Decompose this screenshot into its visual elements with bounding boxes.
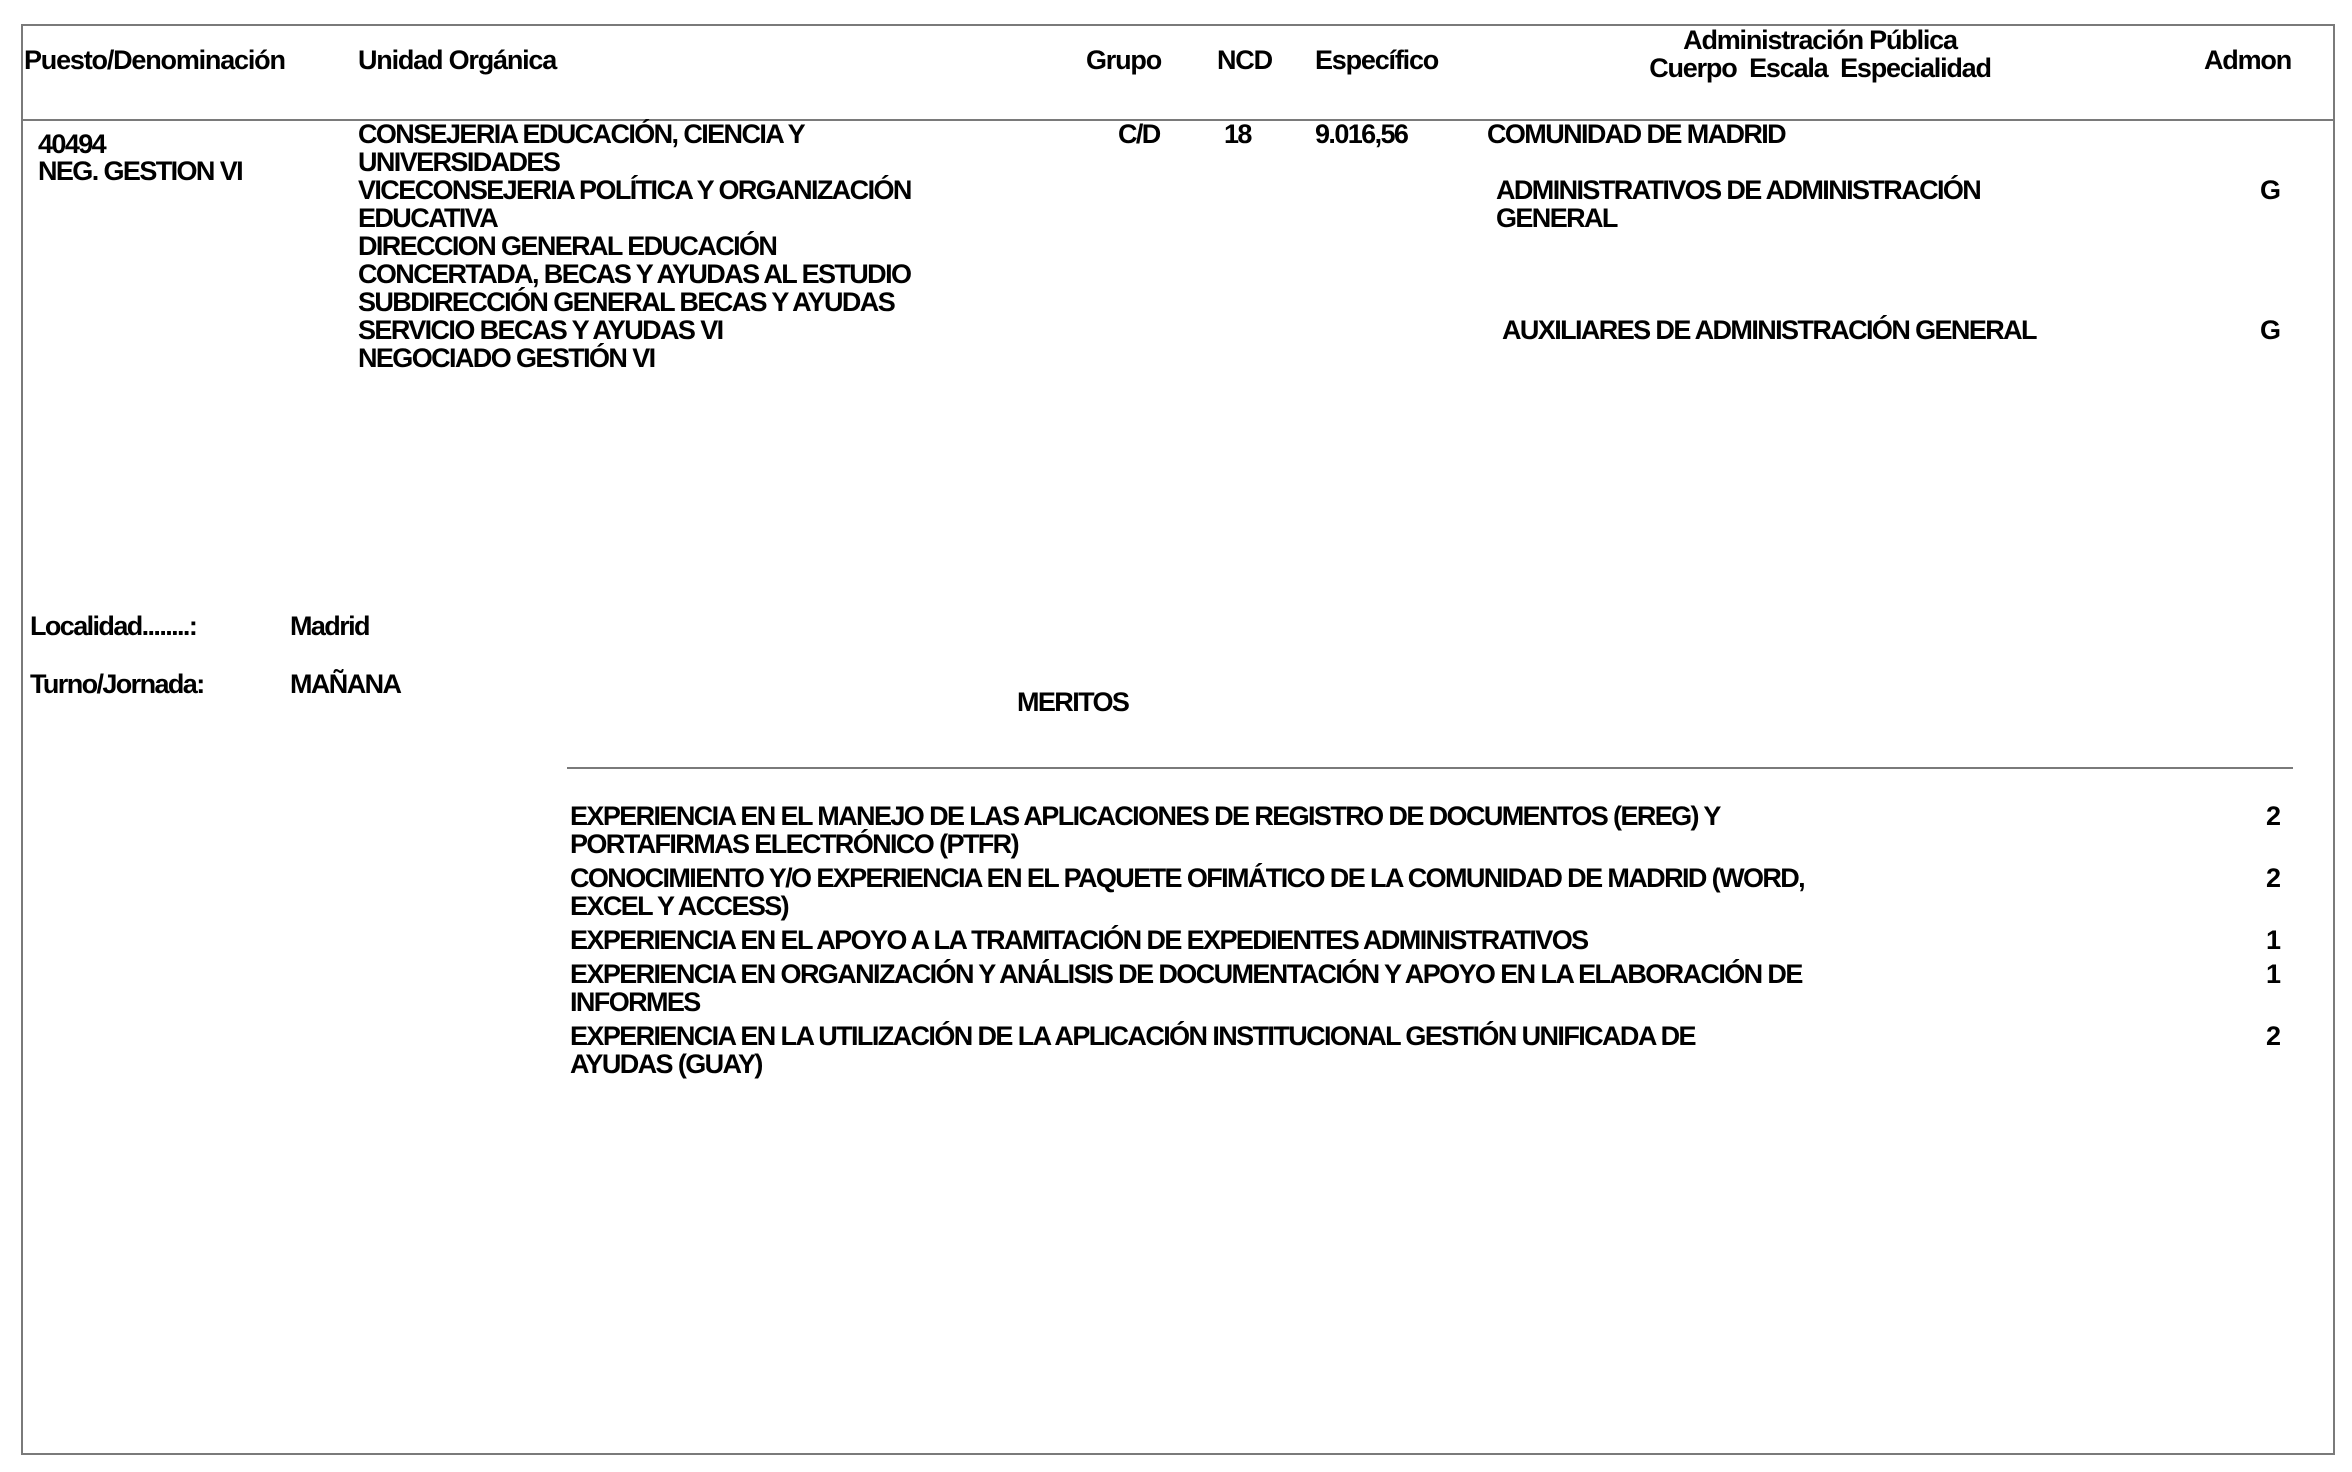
header-unidad: Unidad Orgánica xyxy=(358,45,557,75)
turno-value: MAÑANA xyxy=(290,669,401,699)
merito-item xyxy=(570,1022,1695,1078)
merito-item xyxy=(570,960,1802,1016)
meritos-title: MERITOS xyxy=(1017,687,1129,717)
cuerpo-line: ADMINISTRATIVOS DE ADMINISTRACIÓN xyxy=(1496,175,1981,205)
cuerpo-1 xyxy=(1496,176,1980,232)
turno-label: Turno/Jornada: xyxy=(30,669,204,699)
unidad-line: CONCERTADA, BECAS Y AYUDAS AL ESTUDIO xyxy=(358,259,911,289)
header-admin-line1: Administración Pública xyxy=(1683,25,1957,55)
merito-line: EXPERIENCIA EN EL MANEJO DE LAS APLICACIONES DE REGISTRO DE DOCUMENTOS (EREG) Y xyxy=(570,801,1720,831)
puesto-denominacion: NEG. GESTION VI xyxy=(38,156,243,186)
header-admon: Admon xyxy=(2204,45,2291,75)
unidad-line: SERVICIO BECAS Y AYUDAS VI xyxy=(358,315,723,345)
unidad-line: EDUCATIVA xyxy=(358,203,498,233)
localidad-value: Madrid xyxy=(290,611,369,641)
merito-line: EXPERIENCIA EN EL APOYO A LA TRAMITACIÓN DE EXPEDIENTES ADMINISTRATIVOS xyxy=(570,925,1588,955)
merito-line: EXPERIENCIA EN LA UTILIZACIÓN DE LA APLICACIÓN INSTITUCIONAL GESTIÓN UNIFICADA DE xyxy=(570,1021,1695,1051)
merito-line: INFORMES xyxy=(570,987,700,1017)
puesto-codigo: 40494 xyxy=(38,129,106,159)
merito-line: EXCEL Y ACCESS) xyxy=(570,891,789,921)
puesto-grupo: C/D xyxy=(1118,119,1160,149)
cuerpo-2-admon: G xyxy=(2260,315,2280,345)
unidad-line: CONSEJERIA EDUCACIÓN, CIENCIA Y xyxy=(358,119,804,149)
unidad-line: NEGOCIADO GESTIÓN VI xyxy=(358,343,655,373)
header-puesto: Puesto/Denominación xyxy=(24,45,285,75)
merito-line: AYUDAS (GUAY) xyxy=(570,1049,762,1079)
merito-points: 2 xyxy=(2266,863,2280,893)
merito-points: 1 xyxy=(2266,959,2280,989)
merito-item xyxy=(570,802,1720,858)
meritos-divider xyxy=(567,767,2293,769)
merito-line: CONOCIMIENTO Y/O EXPERIENCIA EN EL PAQUETE OFIMÁTICO DE LA COMUNIDAD DE MADRID (WORD, xyxy=(570,863,1805,893)
unidad-line: DIRECCION GENERAL EDUCACIÓN xyxy=(358,231,777,261)
header-ncd: NCD xyxy=(1217,45,1272,75)
localidad-label: Localidad........: xyxy=(30,611,197,641)
unidad-line: UNIVERSIDADES xyxy=(358,147,560,177)
cuerpo-line: GENERAL xyxy=(1496,203,1617,233)
merito-item xyxy=(570,864,1804,920)
header-admin-line2: Cuerpo Escala Especialidad xyxy=(1649,53,1991,83)
merito-points: 1 xyxy=(2266,925,2280,955)
puesto-administracion: COMUNIDAD DE MADRID xyxy=(1487,119,1786,149)
merito-points: 2 xyxy=(2266,1021,2280,1051)
header-grupo: Grupo xyxy=(1086,45,1161,75)
puesto-ncd: 18 xyxy=(1224,119,1251,149)
unidad-organica xyxy=(358,120,911,372)
unidad-line: VICECONSEJERIA POLÍTICA Y ORGANIZACIÓN xyxy=(358,175,911,205)
merito-points: 2 xyxy=(2266,801,2280,831)
merito-item xyxy=(570,926,1588,954)
header-especifico: Específico xyxy=(1315,45,1439,75)
cuerpo-1-admon: G xyxy=(2260,175,2280,205)
unidad-line: SUBDIRECCIÓN GENERAL BECAS Y AYUDAS xyxy=(358,287,895,317)
merito-line: PORTAFIRMAS ELECTRÓNICO (PTFR) xyxy=(570,829,1018,859)
merito-line: EXPERIENCIA EN ORGANIZACIÓN Y ANÁLISIS DE DOCUMENTACIÓN Y APOYO EN LA ELABORACIÓN DE xyxy=(570,959,1802,989)
cuerpo-2: AUXILIARES DE ADMINISTRACIÓN GENERAL xyxy=(1502,315,2036,345)
puesto-especifico: 9.016,56 xyxy=(1315,119,1408,149)
